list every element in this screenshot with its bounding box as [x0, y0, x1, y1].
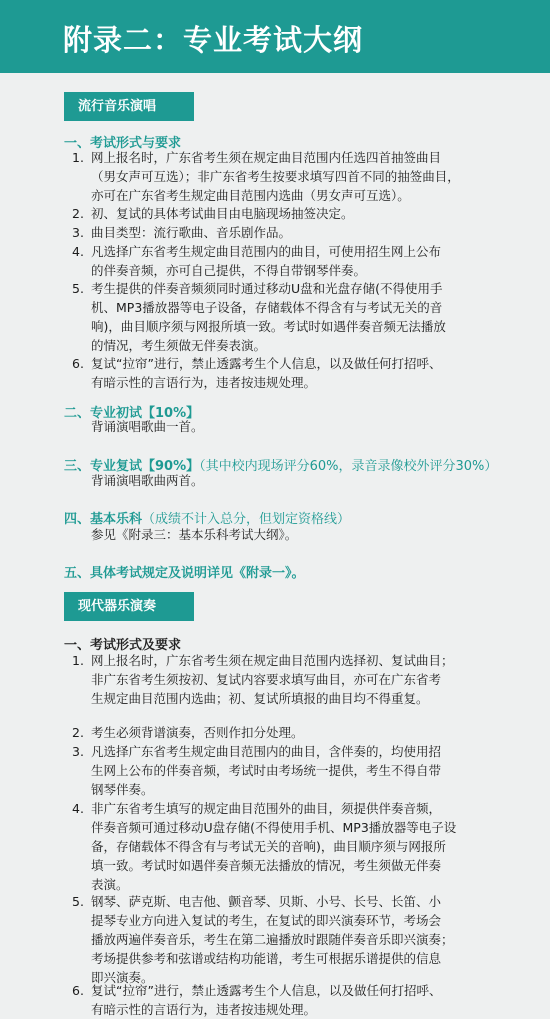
list-item-text — [91, 204, 539, 223]
list-item-number: 4. — [72, 801, 84, 816]
heading-final-label: 三、专业复试【90%】 — [64, 459, 200, 474]
list-item-line: 备，存储载体不得含有与考试无关的音响)，曲目顺序须与网报所 — [91, 839, 446, 854]
list-item-line: 生网上公布的伴奏音频，考试时由考场统一提供，考生不得自带 — [91, 763, 442, 778]
list-item-line: 初、复试的具体考试曲目由电脑现场抽签决定。 — [91, 206, 354, 221]
list-item-line: 网上报名时，广东省考生须在规定曲目范围内任选四首抽签曲目 — [91, 150, 442, 165]
list-item-text — [91, 279, 539, 355]
list-item-line: 复试“拉帘”进行，禁止透露考生个人信息，以及做任何打招呼、 — [91, 983, 442, 998]
heading-preliminary: 二、专业初试【10%】 — [64, 406, 200, 421]
list-item-line: 凡选择广东省考生规定曲目范围内的曲目，可使用招生网上公布 — [91, 244, 442, 259]
text-preliminary: 背诵演唱歌曲一首。 — [91, 419, 204, 434]
list-item-line: 机、MP3播放器等电子设备，存储载体不得含有与考试无关的音 — [91, 300, 443, 315]
list-item-line: 响)，曲目顺序须与网报所填一致。考试时如遇伴奏音频无法播放 — [91, 319, 446, 334]
list-item-text — [91, 223, 539, 242]
list-item-number: 3. — [72, 225, 84, 240]
list-item-number: 4. — [72, 244, 84, 259]
list-item-number: 1. — [72, 653, 84, 668]
text-basic-music: 参见《附录三：基本乐科考试大纲》。 — [91, 527, 298, 542]
list-item-line: 凡选择广东省考生规定曲目范围内的曲目，含伴奏的，均使用招 — [91, 744, 442, 759]
list-item-line: 有暗示性的言语行为，违者按违规处理。 — [91, 1002, 317, 1017]
list-item-line: 提琴专业方向进入复试的考生，在复试的即兴演奏环节，考场会 — [91, 913, 442, 928]
text-final: 背诵演唱歌曲两首。 — [91, 473, 204, 488]
list-item-line: （男女声可互选）；非广东省考生按要求填写四首不同的抽签曲目， — [91, 169, 460, 184]
list-item-line: 非广东省考生填写的规定曲目范围外的曲目，须提供伴奏音频， — [91, 801, 442, 816]
list-item-line: 伴奏音频可通过移动U盘存储(不得使用手机、MP3播放器等电子设 — [91, 820, 457, 835]
list-item-line: 播放两遍伴奏音乐，考生在第二遍播放时跟随伴奏音乐即兴演奏； — [91, 932, 454, 947]
list-item-line: 考生必须背谱演奏，否则作扣分处理。 — [91, 725, 304, 740]
list-item-text — [91, 892, 539, 987]
heading-basic-music-label: 四、基本乐科 — [64, 512, 143, 527]
list-item-text — [91, 148, 539, 205]
list-item-text — [91, 742, 539, 799]
list-item-text — [91, 723, 539, 742]
page-title: 附录二：专业考试大纲 — [63, 23, 364, 57]
list-item-line: 网上报名时，广东省考生须在规定曲目范围内选择初、复试曲目； — [91, 653, 454, 668]
list-item-line: 考生提供的伴奏音频须同时通过移动U盘和光盘存储(不得使用手 — [91, 281, 443, 296]
section-badge-modern-instrument: 现代器乐演奏 — [64, 592, 194, 621]
list-item-line: 表演。 — [91, 877, 129, 892]
list-item-number: 2. — [72, 725, 84, 740]
list-item-number: 2. — [72, 206, 84, 221]
list-item-line: 复试“拉帘”进行，禁止透露考生个人信息，以及做任何打招呼、 — [91, 356, 442, 371]
list-item-text — [91, 981, 539, 1019]
heading-exam-format-2: 一、考试形式及要求 — [64, 638, 182, 653]
heading-details: 五、具体考试规定及说明详见《附录一》。 — [64, 566, 305, 581]
list-item-number: 5. — [72, 894, 84, 909]
heading-exam-format: 一、考试形式与要求 — [64, 136, 182, 151]
list-item-text — [91, 242, 539, 280]
list-item-number: 3. — [72, 744, 84, 759]
list-item-line: 考场提供参考和弦谱或结构功能谱，考生可根据乐谱提供的信息 — [91, 951, 442, 966]
list-item-number: 5. — [72, 281, 84, 296]
list-item-line: 即兴演奏。 — [91, 970, 154, 985]
heading-final-note: （其中校内现场评分60%，录音录像校外评分30%） — [199, 459, 498, 474]
list-item-text — [91, 651, 539, 708]
section-badge-pop-vocal: 流行音乐演唱 — [64, 92, 194, 121]
list-item-line: 非广东省考生须按初、复试内容要求填写曲目，亦可在广东省考 — [91, 672, 442, 687]
list-item-line: 亦可在广东省考生规定曲目范围内选曲（男女声可互选）。 — [91, 188, 410, 203]
list-item-line: 有暗示性的言语行为，违者按违规处理。 — [91, 375, 317, 390]
list-item-line: 曲目类型：流行歌曲、音乐剧作品。 — [91, 225, 292, 240]
list-item-line: 的情况，考生须做无伴奏表演。 — [91, 338, 267, 353]
list-item-line: 填一致。考试时如遇伴奏音频无法播放的情况，考生须做无伴奏 — [91, 858, 442, 873]
list-item-line: 钢琴、萨克斯、电吉他、颤音琴、贝斯、小号、长号、长笛、小 — [91, 894, 442, 909]
page-header — [0, 0, 550, 73]
list-item-text — [91, 354, 539, 392]
heading-basic-music-note: （成绩不计入总分，但划定资格线） — [142, 512, 351, 527]
list-item-line: 的伴奏音频，亦可自己提供，不得自带钢琴伴奏。 — [91, 263, 367, 278]
list-item-number: 1. — [72, 150, 84, 165]
list-item-number: 6. — [72, 356, 84, 371]
list-item-line: 生规定曲目范围内选曲；初、复试所填报的曲目均不得重复。 — [91, 691, 429, 706]
list-item-line: 钢琴伴奏。 — [91, 782, 154, 797]
list-item-number: 6. — [72, 983, 84, 998]
list-item-text — [91, 799, 539, 894]
